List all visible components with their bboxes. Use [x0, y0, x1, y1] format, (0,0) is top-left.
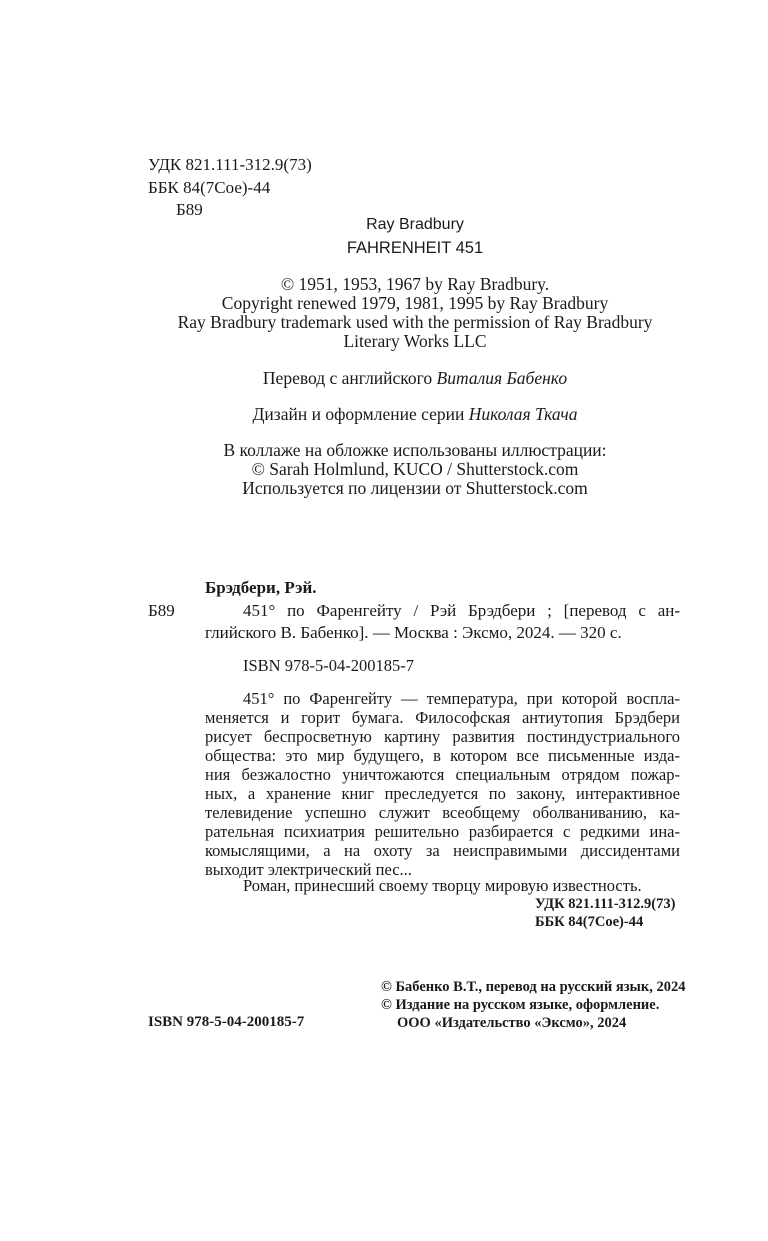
catalog-entry-line-2: глийского В. Бабенко]. — Москва : Эксмо, 2024. — 320 с. [205, 623, 622, 642]
annotation-bbk: ББК 84(7Сое)-44 [535, 914, 644, 930]
copyright-line-3: Ray Bradbury trademark used with the permission of Ray Bradbury [177, 312, 653, 332]
footer-rights-line-2: © Издание на русском языке, оформление. [381, 997, 660, 1013]
designer-name: Николая Ткача [468, 404, 578, 424]
original-author: Ray Bradbury [366, 216, 464, 233]
original-title: FAHRENHEIT 451 [346, 239, 484, 257]
annotation-line: общества: это мир будущего, в котором все письменные изда- [205, 746, 680, 765]
footer-rights-line-3: ООО «Издательство «Эксмо», 2024 [397, 1015, 627, 1031]
catalog-mark: Б89 [148, 601, 175, 620]
translation-credit [150, 369, 680, 388]
footer-isbn: ISBN 978-5-04-200185-7 [148, 1014, 305, 1030]
annotation-line: ных, а хранение книг преследуется по закону, интерактивное [205, 784, 680, 803]
annotation-line: рисует беспросветную картину развития постиндустриального [205, 727, 680, 746]
footer-rights-line-1: © Бабенко В.Т., перевод на русский язык, 2024 [381, 979, 686, 995]
annotation-last-line: Роман, принесший своему творцу мировую известность. [243, 876, 642, 895]
udk-code: УДК 821.111-312.9(73) [148, 155, 312, 174]
catalog-entry-line-1: 451° по Фаренгейту / Рэй Брэдбери ; [перевод с ан- [243, 601, 680, 620]
design-prefix: Дизайн и оформление серии [252, 404, 465, 424]
copyright-line-4: Literary Works LLC [343, 331, 487, 351]
annotation-line: меняется и горит бумага. Философская антиутопия Брэдбери [205, 708, 680, 727]
illustrations-line-3: Используется по лицензии от Shutterstock.com [242, 478, 588, 498]
translator-name: Виталия Бабенко [436, 368, 568, 388]
copyright-line-2: Copyright renewed 1979, 1981, 1995 by Ray Bradbury [221, 293, 609, 313]
catalog-isbn: ISBN 978-5-04-200185-7 [243, 656, 414, 675]
annotation-udk: УДК 821.111-312.9(73) [535, 896, 676, 912]
annotation-line: телевидение успешно служит всеобщему оболваниванию, ка- [205, 803, 680, 822]
catalog-heading: Брэдбери, Рэй. [205, 578, 317, 597]
annotation-line: 451° по Фаренгейту — температура, при которой воспла- [243, 689, 680, 708]
author-mark: Б89 [176, 200, 203, 219]
annotation-line: ния безжалостно уничтожаются специальным отрядом пожар- [205, 765, 680, 784]
copyright-line-1: © 1951, 1953, 1967 by Ray Bradbury. [280, 274, 550, 294]
annotation-line: комыслящими, а на охоту за неисправимыми диссидентами [205, 841, 680, 860]
design-credit [150, 405, 680, 424]
illustrations-line-1: В коллаже на обложке использованы иллюстрации: [223, 440, 607, 460]
annotation-line: выходит электрический пес... [205, 860, 412, 879]
translation-prefix: Перевод с английского [262, 368, 433, 388]
bbk-code: ББК 84(7Сое)-44 [148, 178, 271, 197]
illustrations-line-2: © Sarah Holmlund, KUCO / Shutterstock.com [251, 459, 579, 479]
annotation-line: рательная психиатрия решительно разбирается с редкими ина- [205, 822, 680, 841]
